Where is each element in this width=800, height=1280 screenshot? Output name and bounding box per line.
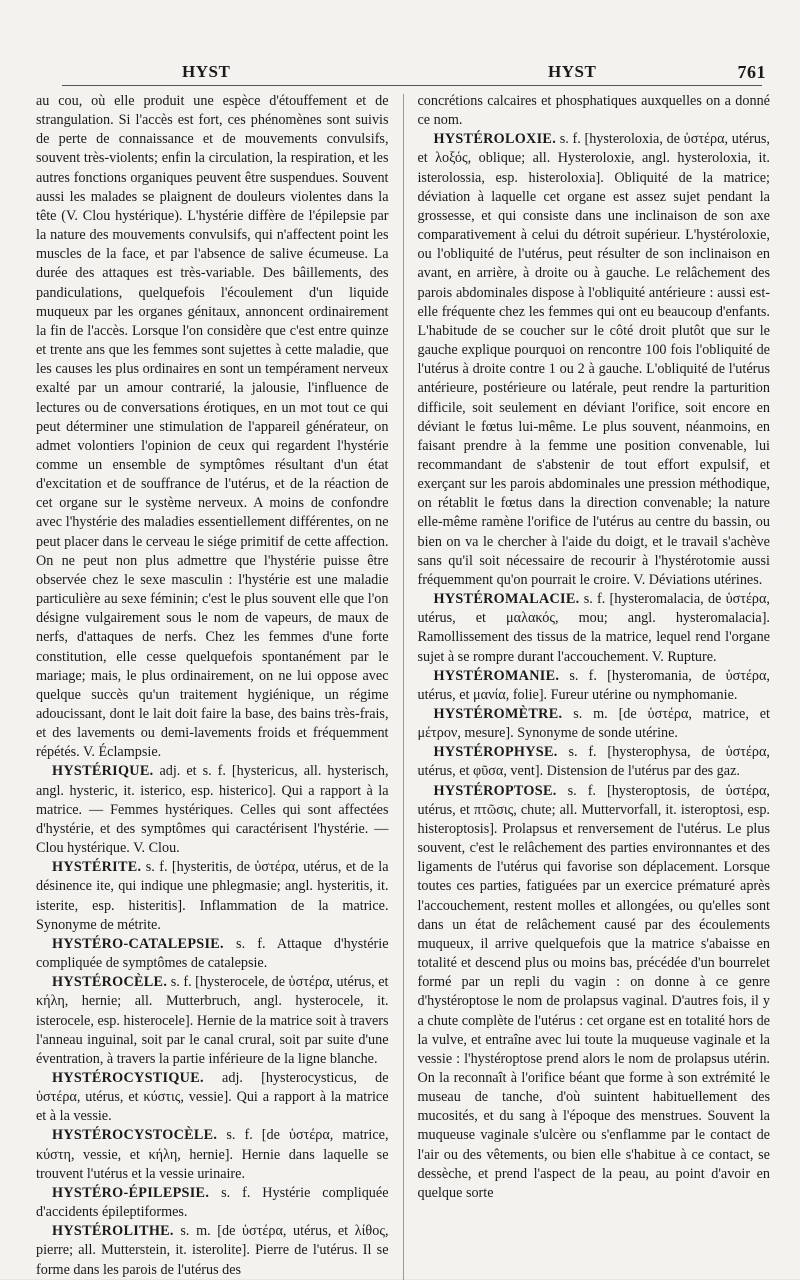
headword: HYSTÉROCÈLE. <box>52 974 168 991</box>
right-column <box>417 92 770 1280</box>
header-rule <box>62 85 762 86</box>
headword: HYSTÉROCYSTIQUE. <box>52 1069 204 1086</box>
entry-hysteromalacie: HYSTÉROMALACIE. s. f. [hysteromalacia, de ὑστέρα, utérus, et μαλακός, mou; angl. hysteromalacia]. Ramollissement des tissus de la matrice, lequel rend l'organe sujet à se rompre durant l'accouchement. V. Rupture. <box>417 591 770 665</box>
entry-hysterite: HYSTÉRITE. s. f. [hysteritis, de ὑστέρα, utérus, et de la désinence ite, qui indique une phlegmasie; angl. hysteritis, it. isterite, esp. histeritis]. Inflammation de la matrice. Synonyme de métrite. <box>36 859 389 933</box>
entry-hystero-epilepsie: HYSTÉRO-ÉPILEPSIE. s. f. Hystérie compliquée d'accidents épileptiformes. <box>36 1184 389 1221</box>
entry-hysterique: HYSTÉRIQUE. adj. et s. f. [hystericus, all. hysterisch, angl. hysteric, it. isterico, esp. histerico]. Qui a rapport à la matrice. — Femmes hystériques. Celles qui sont affectées d'hystérie, et des symptômes qui caractérisent l'hystérie. — Clou hystérique. V. Clou. <box>36 763 389 857</box>
paragraph-hysterie-cont: au cou, où elle produit une espèce d'étouffement et de strangulation. Si l'accès est fort, ces phénomènes sont suivis de perte de connaissance et de mouvements convulsifs, souvent très-violents; enfin la circulation, la respiration, et les autres fonctions organiques peuvent être suspendues. Souvent aussi les malades se plaignent de douleurs violentes dans la tête (V. Clou hystérique). L'hystérie diffère de l'épilepsie par la nature des mouvements convulsifs, qui n'affectent point les muscles de la face, et par l'absence de salive écumeuse. La durée des attaques est très-variable. Des bâillements, des pandiculations, quelquefois l'écoulement d'un liquide muqueux par les organes génitaux, annoncent ordinairement la fin de l'accès. Lorsque l'on considère que c'est entre quinze et trente ans que les femmes sont sujettes à cette maladie, que les causes les plus ordinaires en sont un tempérament nerveux exalté par un amour contrarié, la jalousie, l'influence de lectures ou de conversations érotiques, en un mot tout ce qui peut déterminer une stimulation de l'appareil générateur, on admet volontiers l'opinion de ceux qui regardent l'hystérie comme un ensemble de symptômes résultant d'un état d'excitation et de souffrance de l'utérus, et de la réaction de cet organe sur le système nerveux. A moins de confondre avec l'hystérie des maladies essentiellement différentes, on ne peut placer dans le cerveau le siége primitif de cette affection. On ne peut non plus admettre que l'hystérie puisse être observée chez le sexe masculin : l'hystérie est une maladie particulière au sexe féminin; c'est le plus souvent elle que l'on désigne vulgairement sous le nom de vapeurs, de maux de nerfs, d'attaques de nerfs. Chez les femmes d'une forte constitution, elle cesse quelquefois spontanément par le mariage; mais, le plus ordinairement, on ne lui oppose avec quelque succès qu'un traitement hygiénique, un régime adoucissant, dont le lait doit faire la base, des bains très-frais, et des lavements ou demi-lavements froids et fréquemment répétés. V. Éclampsie. <box>36 93 389 761</box>
entry-hysterometre: HYSTÉROMÈTRE. s. m. [de ὑστέρα, matrice, et μέτρον, mesure]. Synonyme de sonde utérine. <box>417 706 770 742</box>
headword: HYSTÉRITE. <box>52 859 142 876</box>
entry-hystero-catalepsie: HYSTÉRO-CATALEPSIE. s. f. Attaque d'hystérie compliquée de symptômes de catalepsie. <box>36 935 389 972</box>
entry-hysteroloxie: HYSTÉROLOXIE. s. f. [hysteroloxia, de ὑστέρα, utérus, et λοξός, oblique; all. Hysteroloxie, angl. hysteroloxia, it. isterolossia, esp. histeroloxia]. Obliquité de la matrice; déviation à laquelle cet organe est assez sujet pendant la grossesse, et qui consiste dans une inclinaison de son axe comparativement à celui du détroit supérieur. L'hystéroloxie, ou l'obliquité de l'utérus, peut résulter de son inclinaison en avant, en arrière, à droite ou à gauche. Le relâchement des parois abdominales dispose à l'obliquité antérieure : aussi est-elle fréquente chez les femmes qui ont eu beaucoup d'enfants. L'habitude de se coucher sur le côté droit plutôt que sur le gauche explique pourquoi on rencontre 100 fois l'obliquité de l'utérus à droite contre 1 ou 2 à gauche. L'obliquité de l'utérus antérieure, postérieure ou latérale, peut rendre la parturition difficile, soit seulement en déviant l'orifice, soit encore en déviant le fœtus lui-même. Le plus souvent, néanmoins, en faisant prendre à la femme une position convenable, lui recommandant de s'abstenir de tout effort expulsif, et exerçant sur les parois abdominales une pression méthodique, on rétablit le fœtus dans la direction convenable; la nature elle-même ramène l'orifice de l'utérus au centre du bassin, ou bien on va le chercher à l'aide du doigt, et le travail s'achève sans qu'il soit nécessaire de recourir à l'hystérotomie aussi fréquemment qu'on pourrait le croire. V. Déviations utérines. <box>417 131 770 588</box>
entry-hysteromanie: HYSTÉROMANIE. s. f. [hysteromania, de ὑστέρα, utérus, et μανία, folie]. Fureur utérine ou nymphomanie. <box>417 667 770 703</box>
headword: HYSTÉROPTOSE. <box>433 782 557 799</box>
headword: HYSTÉROCYSTOCÈLE. <box>52 1127 218 1144</box>
entry-hysterocystocele: HYSTÉROCYSTOCÈLE. s. f. [de ὑστέρα, matrice, κύστη, vessie, et κήλη, hernie]. Hernie dans laquelle se trouvent l'utérus et la vessie urinaire. <box>36 1127 389 1182</box>
headword: HYSTÉROLOXIE. <box>433 131 557 148</box>
column-divider <box>403 94 404 1280</box>
entry-hysterocystique: HYSTÉROCYSTIQUE. adj. [hysterocysticus, de ὑστέρα, utérus, et κύστις, vessie]. Qui a rapport à la matrice et à la vessie. <box>36 1069 389 1125</box>
running-head-left: HYST <box>182 62 231 81</box>
text-columns <box>36 92 770 1280</box>
headword: HYSTÉRO-CATALEPSIE. <box>52 935 224 952</box>
entry-hysterolithe: HYSTÉROLITHE. s. m. [de ὑστέρα, utérus, et λίθος, pierre; all. Mutterstein, it. isterolite]. Pierre de l'utérus. Il se forme dans les parois de l'utérus des <box>36 1223 389 1278</box>
entry-hysterocele: HYSTÉROCÈLE. s. f. [hysterocele, de ὑστέρα, utérus, et κήλη, hernie; all. Mutterbruch, angl. hysterocele, it. isterocele, esp. histerocele]. Hernie de la matrice soit à travers l'anneau inguinal, soit par le canal crural, soit par suite d'une éventration, à travers la partie inférieure de la ligne blanche. <box>36 974 389 1067</box>
left-column <box>36 92 389 1280</box>
running-head-right: HYST <box>548 62 597 81</box>
headword: HYSTÉRO-ÉPILEPSIE. <box>52 1184 210 1201</box>
headword: HYSTÉROPHYSE. <box>433 744 558 761</box>
headword: HYSTÉROMANIE. <box>433 667 560 684</box>
entry-hysteroptose: HYSTÉROPTOSE. s. f. [hysteroptosis, de ὑστέρα, utérus, et πτῶσις, chute; all. Muttervorfall, it. isteroptosi, esp. histeroptosis]. Prolapsus et renversement de l'utérus. Le plus souvent, c'est le relâchement des parties environnantes et des ligaments de l'utérus qui favorise son déplacement. Lorsque toutes ces parties, fatiguées par un exercice prématuré après l'accouchement, restent molles et allongées, ou qu'elles sont dans un état de relâchement causé par des écoulements muqueux, il arrive quelquefois que la matrice s'abaisse en totalité et descend plus ou moins bas, précédée d'un bourrelet formé par un repli du vagin : on donne à ce genre d'hystéroptose le nom de prolapsus vaginal. D'autres fois, il y a chute complète de l'utérus : cet organe est en totalité hors de la vulve, et entraîne avec lui toute la muqueuse vaginale et la vessie : l'hystéroptose prend alors le nom de prolapsus utérin. On la reconnaît à l'orifice béant que forme à son extrémité le museau de tanche, d'où suintent habituellement des mucosités, et du sang à l'époque des menstrues. Souvent la muqueuse vaginale s'ulcère ou s'enflamme par le contact de l'air ou des vêtements, ou bien elle s'habitue à ce contact, se dessèche, et prend l'aspect de la peau, au point d'avoir en quelque sorte <box>417 782 770 1201</box>
headword: HYSTÉROMALACIE. <box>433 591 580 608</box>
headword: HYSTÉROLITHE. <box>52 1223 174 1240</box>
paragraph-hysterolithe-cont: concrétions calcaires et phosphatiques auxquelles on a donné ce nom. <box>417 93 770 129</box>
running-head <box>36 58 770 86</box>
headword: HYSTÉROMÈTRE. <box>433 706 563 722</box>
headword: HYSTÉRIQUE. <box>52 763 154 780</box>
page-number: 761 <box>737 62 766 82</box>
entry-hysterophyse: HYSTÉROPHYSE. s. f. [hysterophysa, de ὑστέρα, utérus, et φῦσα, vent]. Distension de l'utérus par des gaz. <box>417 744 770 780</box>
